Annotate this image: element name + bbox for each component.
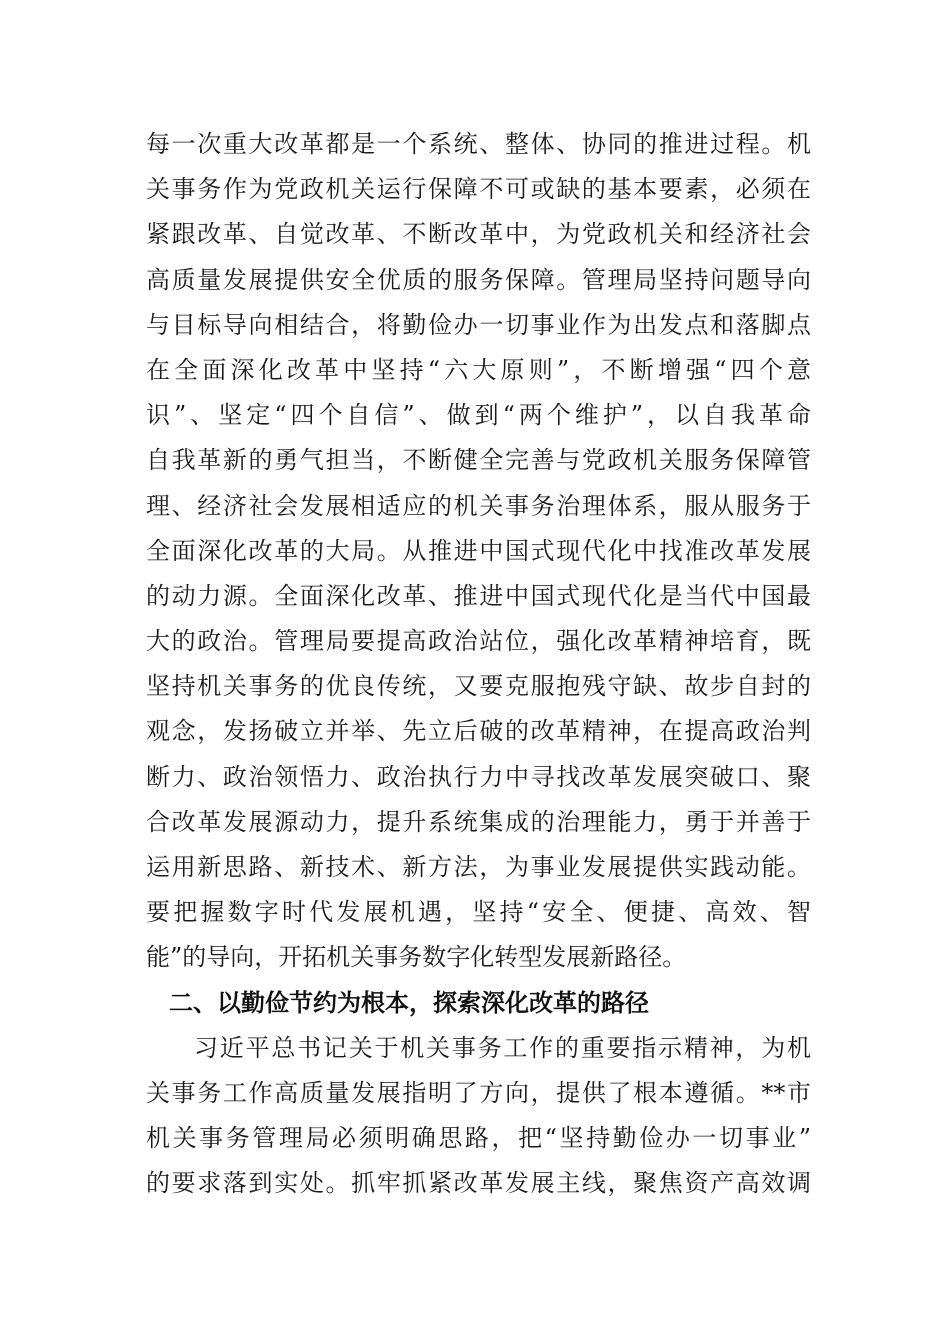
text-line: 自我革新的勇气担当，不断健全完善与党政机关服务保障管 <box>146 446 811 475</box>
text-line: 观念，发扬破立并举、先立后破的改革精神，在提高政治判 <box>146 717 811 746</box>
text-line: 全面深化改革的大局。从推进中国式现代化中找准改革发展 <box>146 536 811 565</box>
text-line: 要把握数字时代发展机遇，坚持“安全、便捷、高效、智 <box>146 898 811 927</box>
text-line: 与目标导向相结合，将勤俭办一切事业作为出发点和落脚点 <box>146 310 811 339</box>
section-heading: 二、以勤俭节约为根本，探索深化改革的路径 <box>169 988 649 1017</box>
text-line: 坚持机关事务的优良传统，又要克服抱残守缺、故步自封的 <box>146 672 811 701</box>
text-line: 紧跟改革、自觉改革、不断改革中，为党政机关和经济社会 <box>146 220 811 249</box>
text-line: 的动力源。全面深化改革、推进中国式现代化是当代中国最 <box>146 581 811 610</box>
text-line: 高质量发展提供安全优质的服务保障。管理局坚持问题导向 <box>146 265 811 294</box>
text-line: 断力、政治领悟力、政治执行力中寻找改革发展突破口、聚 <box>146 762 811 791</box>
text-line: 的要求落到实处。抓牢抓紧改革发展主线，聚焦资产高效调 <box>146 1169 811 1198</box>
text-line: 大的政治。管理局要提高政治站位，强化改革精神培育，既 <box>146 627 811 656</box>
text-line: 合改革发展源动力，提升系统集成的治理能力，勇于并善于 <box>146 807 811 836</box>
text-line: 识”、坚定“四个自信”、做到“两个维护”，以自我革命 <box>146 401 811 430</box>
paragraph-1 <box>146 122 811 981</box>
text-line: 关事务作为党政机关运行保障不可或缺的基本要素，必须在 <box>146 175 811 204</box>
body-text <box>146 122 811 1207</box>
text-line: 习近平总书记关于机关事务工作的重要指示精神，为机 <box>194 1033 811 1062</box>
text-line: 运用新思路、新技术、新方法，为事业发展提供实践动能。 <box>146 853 811 881</box>
text-line: 关事务工作高质量发展指明了方向，提供了根本遵循。**市 <box>146 1078 811 1107</box>
paragraph-2 <box>146 1026 811 1207</box>
text-line: 能”的导向，开拓机关事务数字化转型发展新路径。 <box>146 943 687 972</box>
text-line: 机关事务管理局必须明确思路，把“坚持勤俭办一切事业” <box>146 1124 811 1153</box>
text-line: 每一次重大改革都是一个系统、整体、协同的推进过程。机 <box>146 130 811 158</box>
text-line: 理、经济社会发展相适应的机关事务治理体系，服从服务于 <box>146 491 811 520</box>
text-line: 在全面深化改革中坚持“六大原则”，不断增强“四个意 <box>146 355 811 384</box>
